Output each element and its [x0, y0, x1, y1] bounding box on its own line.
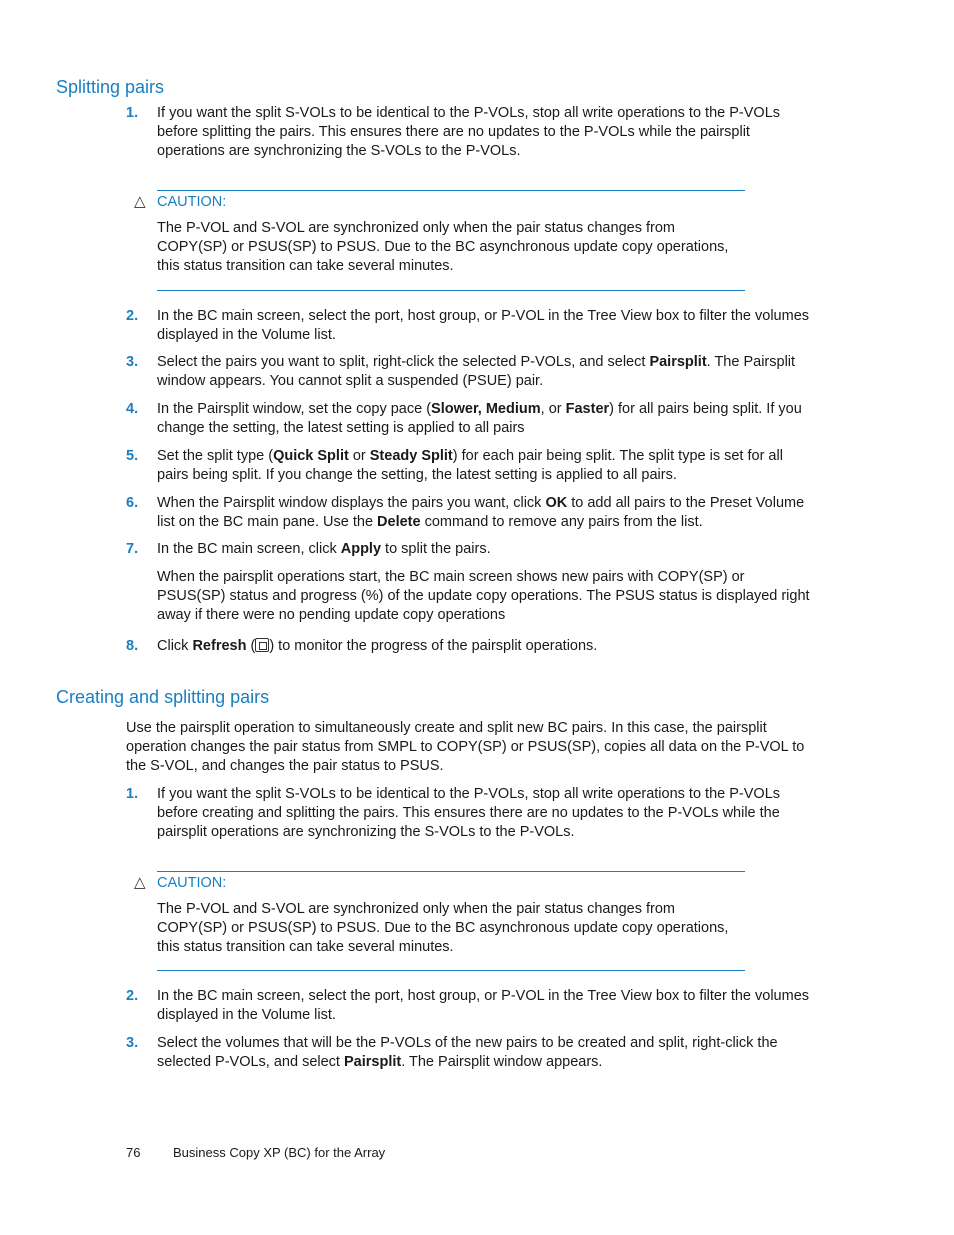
section-heading-creating-and-splitting-pairs: Creating and splitting pairs	[56, 687, 270, 707]
step-7-detail: When the pairsplit operations start, the BC main screen shows new pairs with COPY(SP) or PSUS(SP) status and progress (%) of the update copy operations. The PSUS status is displayed right away if there were no pending update copy operations	[157, 569, 810, 623]
caution-bottom-rule	[157, 290, 745, 291]
section-heading-splitting-pairs: Splitting pairs	[56, 77, 165, 97]
step-3: 3. Select the pairs you want to split, right-click the selected P-VOLs, and select Pairsplit. The Pairsplit window appears. You cannot split a suspended (PSUE) pair.	[126, 354, 796, 389]
step-1: 1. If you want the split S-VOLs to be identical to the P-VOLs, stop all write operations to the P-VOLs before splitting the pairs. This ensures there are no updates to the P-VOLs while the pairsplit operations are synchronizing the S-VOLs to the P-VOLs.	[126, 105, 781, 159]
step-2-create: 2. In the BC main screen, select the port, host group, or P-VOL in the Tree View box to filter the volumes displayed in the Volume list.	[126, 988, 810, 1023]
step-4: 4. In the Pairsplit window, set the copy pace (Slower, Medium, or Faster) for all pairs being split. If you change the setting, the latest setting is applied to all pairs	[126, 401, 802, 436]
page-number: 76	[126, 1145, 141, 1160]
caution-label: CAUTION:	[157, 194, 227, 210]
caution-top-rule	[157, 190, 745, 191]
step-1-create: 1. If you want the split S-VOLs to be identical to the P-VOLs, stop all write operations to the P-VOLs before creating and splitting the pairs. This ensures there are no updates to the P-VOLs while the pairsplit operations are synchronizing the S-VOLs to the P-VOLs.	[126, 786, 781, 840]
refresh-icon	[255, 638, 269, 652]
step-7: 7. In the BC main screen, click Apply to split the pairs. When the pairsplit operations start, the BC main screen shows new pairs with COPY(SP) or PSUS(SP) status and progress (%) of the update copy operations. The PSUS status is displayed right away if there were no pending update copy operations	[126, 540, 816, 625]
step-5: 5. Set the split type (Quick Split or Steady Split) for each pair being split. The split type is set for all pairs being split. If you change the setting, the latest setting is applied to all pairs.	[126, 448, 783, 483]
caution-top-rule	[157, 871, 745, 872]
warning-triangle-icon: △	[134, 874, 146, 891]
caution-text: The P-VOL and S-VOL are synchronized only when the pair status changes from COPY(SP) or PSUS(SP) to PSUS. Due to the BC asynchronous update copy operations, this status transition can take several minutes.	[157, 220, 729, 274]
step-3-create: 3. Select the volumes that will be the P-VOLs of the new pairs to be created and split, right-click the selected P-VOLs, and select Pairsplit. The Pairsplit window appears.	[126, 1035, 778, 1070]
caution-label: CAUTION:	[157, 875, 227, 891]
warning-triangle-icon: △	[134, 193, 146, 210]
caution-bottom-rule	[157, 970, 745, 971]
section-intro: Use the pairsplit operation to simultaneously create and split new BC pairs. In this case, the pairsplit operation changes the pair status from SMPL to COPY(SP) or PSUS(SP), copies all data on the P-VOL to the S-VOL, and changes the pair status to PSUS.	[126, 720, 805, 774]
footer-title: Business Copy XP (BC) for the Array	[173, 1145, 386, 1160]
step-2: 2. In the BC main screen, select the port, host group, or P-VOL in the Tree View box to filter the volumes displayed in the Volume list.	[126, 308, 810, 343]
step-8: 8. Click Refresh ( ) to monitor the progress of the pairsplit operations.	[126, 638, 598, 654]
caution-text: The P-VOL and S-VOL are synchronized only when the pair status changes from COPY(SP) or PSUS(SP) to PSUS. Due to the BC asynchronous update copy operations, this status transition can take several minutes.	[157, 901, 729, 955]
step-6: 6. When the Pairsplit window displays the pairs you want, click OK to add all pairs to the Preset Volume list on the BC main pane. Use the Delete command to remove any pairs from the list.	[126, 495, 805, 530]
